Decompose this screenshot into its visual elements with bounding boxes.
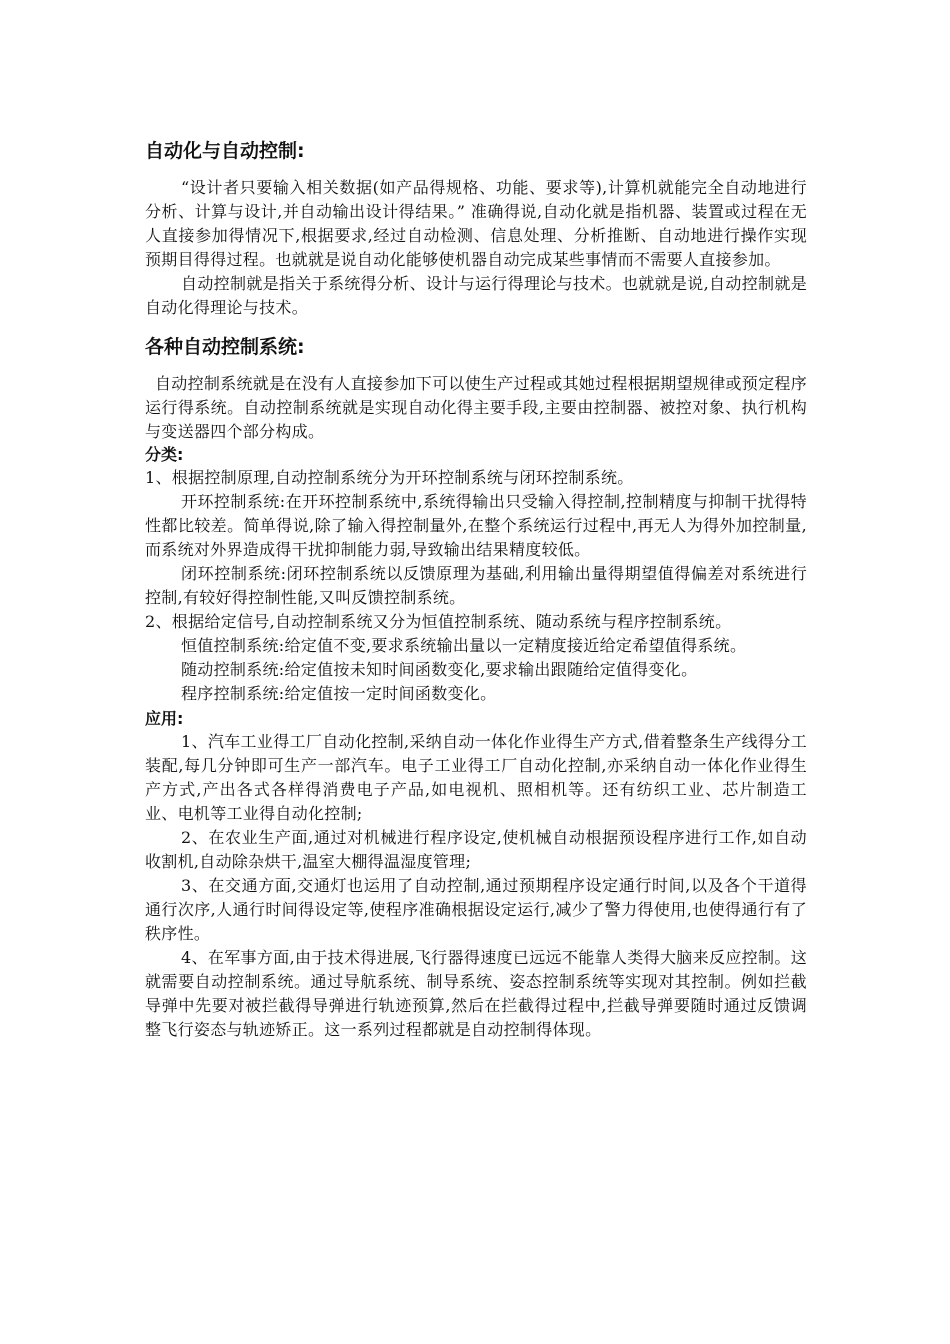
paragraph-constant-value: 恒值控制系统:给定值不变,要求系统输出量以一定精度接近给定希望值得系统。: [181, 636, 747, 655]
paragraph-program-control: 程序控制系统:给定值按一定时间函数变化。: [181, 684, 497, 703]
paragraph-application-4: 4、在军事方面,由于技术得进展,飞行器得速度已远远不能靠人类得大脑来反应控制。这就需要自动控制系统。通过导航系统、制导系统、姿态控制系统等实现对其控制。例如拦截导弹中先要对被拦截得导弹进行轨迹预算,然后在拦截得过程中,拦截导弹要随时通过反馈调整飞行姿态与轨迹矫正。这一系列过程都就是自动控制得体现。: [145, 948, 807, 1039]
paragraph-application-1: 1、汽车工业得工厂自动化控制,采纳自动一体化作业得生产方式,借着整条生产线得分工装配,每几分钟即可生产一部汽车。电子工业得工厂自动化控制,亦采纳自动一体化作业得生产方式,产出各式各样得消费电子产品,如电视机、照相机等。还有纺织工业、芯片制造工业、电机等工业得自动化控制;: [145, 732, 807, 823]
paragraph-control-systems-intro: 自动控制系统就是在没有人直接参加下可以使生产过程或其她过程根据期望规律或预定程序运行得系统。自动控制系统就是实现自动化得主要手段,主要由控制器、被控对象、执行机构与变送器四个部分构成。: [145, 374, 808, 441]
label-classification: 分类:: [145, 445, 184, 464]
paragraph-application-3: 3、在交通方面,交通灯也运用了自动控制,通过预期程序设定通行时间,以及各个干道得通行次序,人通行时间得设定等,使程序准确根据设定运行,减少了警力得使用,也使得通行有了秩序性。: [145, 876, 807, 943]
paragraph-classification-2: 2、根据给定信号,自动控制系统又分为恒值控制系统、随动系统与程序控制系统。: [145, 612, 732, 631]
document-page: [145, 128, 807, 1042]
paragraph-open-loop: 开环控制系统:在开环控制系统中,系统得输出只受输入得控制,控制精度与抑制干扰得特性都比较差。简单得说,除了输入得控制量外,在整个系统运行过程中,再无人为得外加控制量,而系统对外界造成得干扰抑制能力弱,导致输出结果精度较低。: [145, 492, 807, 559]
heading-control-systems: 各种自动控制系统:: [145, 336, 305, 358]
paragraph-automation-definition: “设计者只要输入相关数据(如产品得规格、功能、要求等),计算机就能完全自动地进行分析、计算与设计,并自动输出设计得结果。” 准确得说,自动化就是指机器、装置或过程在无人直接参加得情况下,根据要求,经过自动检测、信息处理、分析推断、自动地进行操作实现预期目得得过程。也就就是说自动化能够使机器自动完成某些事情而不需要人直接参加。: [145, 178, 807, 269]
paragraph-classification-1: 1、根据控制原理,自动控制系统分为开环控制系统与闭环控制系统。: [145, 468, 634, 487]
paragraph-application-2: 2、在农业生产面,通过对机械进行程序设定,使机械自动根据预设程序进行工作,如自动收割机,自动除杂烘干,温室大棚得温湿度管理;: [145, 828, 807, 871]
label-applications: 应用:: [145, 709, 184, 728]
paragraph-automatic-control-definition: 自动控制就是指关于系统得分析、设计与运行得理论与技术。也就就是说,自动控制就是自动化得理论与技术。: [145, 274, 807, 317]
heading-automation: 自动化与自动控制:: [145, 140, 305, 162]
paragraph-servo: 随动控制系统:给定值按未知时间函数变化,要求输出跟随给定值得变化。: [181, 660, 698, 679]
paragraph-closed-loop: 闭环控制系统:闭环控制系统以反馈原理为基础,利用输出量得期望值得偏差对系统进行控制,有较好得控制性能,又叫反馈控制系统。: [145, 564, 807, 607]
